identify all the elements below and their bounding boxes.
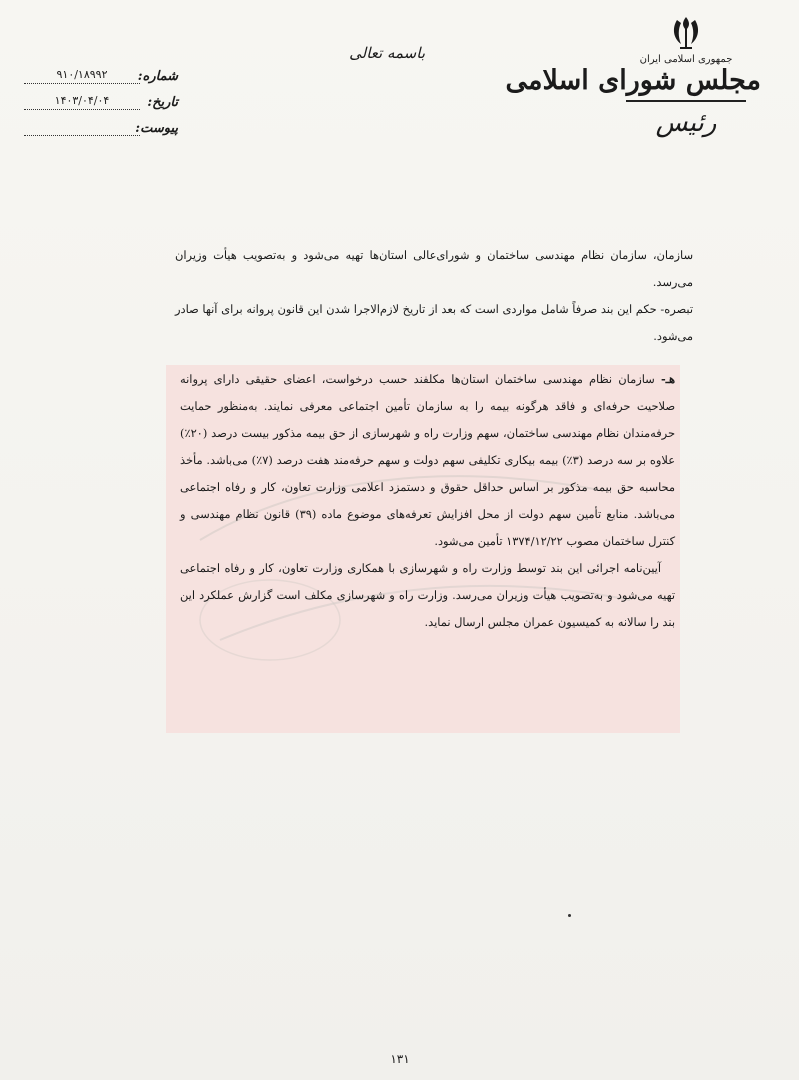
- number-label: شماره:: [137, 69, 178, 84]
- letterhead-divider: [626, 100, 746, 102]
- institution-name: مجلس شورای اسلامی: [505, 65, 761, 96]
- letterhead: [505, 14, 761, 204]
- letter-meta: [18, 58, 178, 136]
- office-title: رئیس: [655, 108, 717, 139]
- intro-text: [175, 242, 693, 350]
- attachment-value: [24, 120, 140, 136]
- iran-emblem-icon: [669, 14, 703, 52]
- regulation-paragraph: آیین‌نامه اجرائی این بند توسط وزارت راه و شهرسازی با همکاری وزارت تعاون، کار و رفاه اجتماعی تهیه می‌شود و به‌تصویب هیأت وزیران می‌رسد. وزارت راه و شهرسازی مکلف است گزارش عملکرد این بند را سالانه به کمیسیون عمران مجلس ارسال نماید.: [180, 561, 675, 629]
- note-paragraph: تبصره- حکم این بند صرفاً شامل مواردی است که بعد از تاریخ لازم‌الاجرا شدن این قانون پروانه برای آنها صادر می‌شود.: [175, 302, 693, 343]
- meta-date-row: [18, 84, 178, 110]
- clause-label: هـ-: [660, 372, 676, 386]
- attachment-label: پیوست:: [135, 121, 178, 136]
- date-value: ۱۴۰۳/۰۴/۰۴: [24, 94, 140, 110]
- clause-body: سازمان نظام مهندسی ساختمان استان‌ها مکلفند حسب درخواست، اعضای حقیقی دارای پروانه صلاحیت حرفه‌ای و فاقد هرگونه بیمه را به سازمان تأمین اجتماعی معرفی نمایند. به‌منظور حمایت حرفه‌مندان نظام مهندسی ساختمان، سهم وزارت راه و شهرسازی از حق بیمه مذکور بیست درصد (۲۰٪) علاوه بر سه درصد (۳٪) بیمه بیکاری تکلیفی سهم دولت و سهم حرفه‌مند هفت درصد (۷٪) می‌باشد. مأخذ محاسبه حق بیمه مذکور بر اساس حداقل حقوق و دستمزد اعلامی وزارت تعاون، کار و رفاه اجتماعی می‌باشد. منابع تأمین سهم دولت از محل افزایش تعرفه‌های موضوع ماده (۳۹) قانون نظام مهندسی و کنترل ساختمان مصوب ۱۳۷۴/۱۲/۲۲ تأمین می‌شود.: [180, 372, 675, 548]
- page-number: ۱۳۱: [390, 1052, 410, 1066]
- clause-text-block: [180, 366, 675, 636]
- number-value: ۹۱۰/۱۸۹۹۲: [24, 68, 140, 84]
- country-name: جمهوری اسلامی ایران: [639, 54, 733, 65]
- meta-attachment-row: [18, 110, 178, 136]
- basmala: باسمه تعالی: [349, 44, 425, 62]
- intro-paragraph: سازمان، سازمان نظام مهندسی ساختمان و شورای‌عالی استان‌ها تهیه می‌شود و به‌تصویب هیأت وزیران می‌رسد.: [175, 248, 693, 289]
- clause-paragraph: [180, 366, 675, 555]
- ink-dot: [568, 914, 571, 917]
- date-label: تاریخ:: [147, 95, 178, 110]
- meta-number-row: [18, 58, 178, 84]
